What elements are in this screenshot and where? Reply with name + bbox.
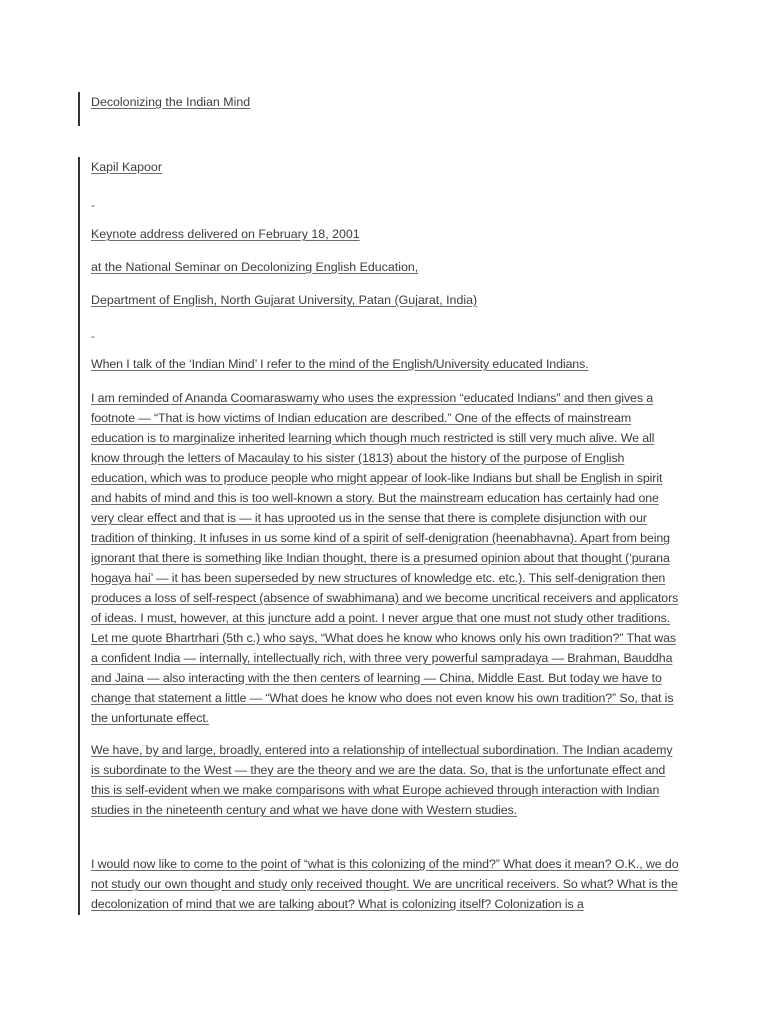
margin-bar bbox=[78, 92, 80, 126]
body-paragraph: When I talk of the ‘Indian Mind’ I refer to the mind of the English/University educated Indians. bbox=[91, 357, 589, 371]
document-title: Decolonizing the Indian Mind bbox=[91, 95, 251, 109]
department-line: Department of English, North Gujarat University, Patan (Gujarat, India) bbox=[91, 293, 478, 307]
author-name: Kapil Kapoor bbox=[91, 160, 162, 174]
separator: - bbox=[91, 331, 95, 343]
seminar-line: at the National Seminar on Decolonizing English Education, bbox=[91, 260, 419, 274]
body-paragraph: I would now like to come to the point of “what is this colonizing of the mind?” What does it mean? O.K., we do not study our own thought and study only received thought. We are uncritical receivers. So what? What is the decolonization of mind that we are talking about? What is colonizing itself? Colonization is a bbox=[91, 857, 679, 911]
body-paragraph: I am reminded of Ananda Coomaraswamy who uses the expression “educated Indians” and then gives a footnote — “That is how victims of Indian education are described.” One of the effects of mainstream education is to marginalize inherited learning which though much restricted is still very much alive. We all know through the letters of Macaulay to his sister (1813) about the history of the purpose of English education, which was to produce people who might appear of look-like Indians but shall be English in spirit and habits of mind and this is too well-known a story. But the mainstream education has certainly had one very clear effect and that is — it has uprooted us in the sense that there is complete disjunction with our tradition of thinking. It infuses in us some kind of a spirit of self-denigration (heenabhavna). Apart from being ignorant that there is something like Indian thought, there is a presumed opinion about that thought (‘purana hogaya hai’ — it has been superseded by new structures of knowledge etc. etc.). This self-denigration then produces a loss of self-respect (absence of swabhimana) and we become uncritical receivers and applicators of ideas. I must, however, at this juncture add a point. I never argue that one must not study other traditions. Let me quote Bhartrhari (5th c.) who says, “What does he know who knows only his own tradition?” That was a confident India — internally, intellectually rich, with three very powerful sampradaya — Brahman, Bauddha and Jaina — also interacting with the then centers of learning — China, Middle East. But today we have to change that statement a little — “What does he know who does not even know his own tradition?” So, that is the unfortunate effect. bbox=[91, 391, 679, 725]
body-paragraph: We have, by and large, broadly, entered into a relationship of intellectual subordination. The Indian academy is subordinate to the West — they are the theory and we are the data. So, that is the unfortunate effect and this is self-evident when we make comparisons with what Europe achieved through interaction with Indian studies in the nineteenth century and what we have done with Western studies. bbox=[91, 743, 673, 817]
margin-bar bbox=[78, 157, 80, 915]
keynote-line: Keynote address delivered on February 18, 2001 bbox=[91, 227, 360, 241]
separator: - bbox=[91, 200, 95, 212]
